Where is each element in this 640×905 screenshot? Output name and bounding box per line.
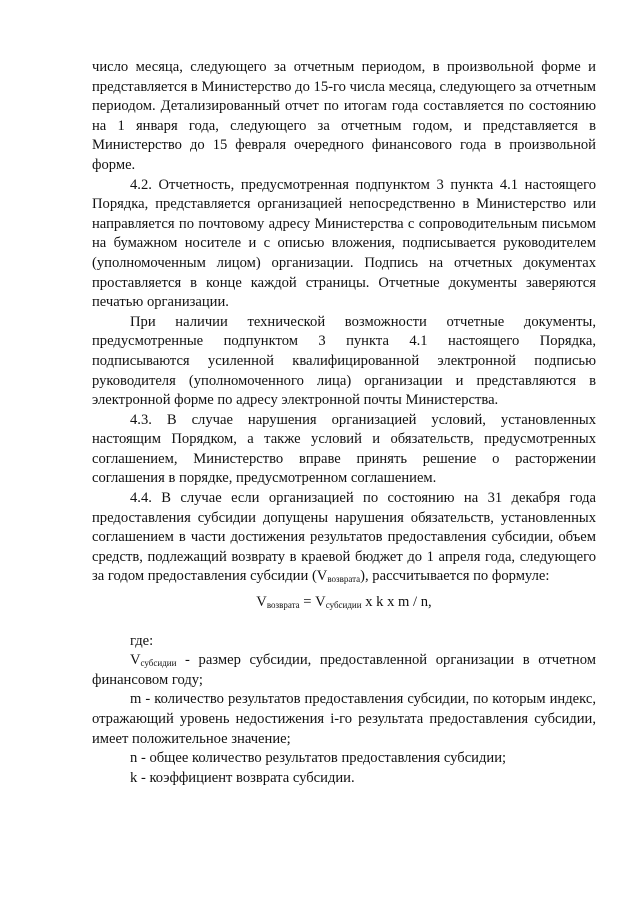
paragraph-4-4-subscript: возврата (327, 574, 361, 585)
definition-v-text: - размер субсидии, предоставленной организации в отчетном финансовом году; (92, 652, 596, 688)
paragraph-reporting-deadline: число месяца, следующего за отчетным периодом, в произвольной форме и представляется в Министерство до 15-го числа месяца, следующего за отчетным периодом. Детализированный отчет по итогам года составляется по состоянию на 1 января года, следующего за отчетным годом, и представляется в Министерство до 15 февраля очередного финансового года в произвольной форме. (92, 59, 596, 173)
formula-equals-v: = V (299, 594, 326, 611)
definition-m: m - количество результатов предоставления субсидии, по которым индекс, отражающий уровень недостижения i-го результата предоставления субсидии, имеет положительное значение; (92, 691, 596, 747)
formula-sub-subsidy: субсидии (325, 600, 362, 611)
paragraph-4-4 (92, 489, 596, 587)
definition-n: n - общее количество результатов предоставления субсидии; (130, 750, 507, 767)
document-page (92, 58, 596, 788)
return-formula (92, 593, 596, 613)
paragraph-4-4-text: 4.4. В случае если организацией по состоянию на 31 декабря года предоставления субсидии допущены нарушения обязательств, установленных соглашением в части достижения результатов предоставления субсидии, объем средств, подлежащий возврату в краевой бюджет до 1 апреля года, следующего за годом предоставления субсидии (V (92, 490, 596, 585)
formula-v-return: V (256, 594, 267, 611)
definition-v-subscript: субсидии (140, 658, 177, 669)
definitions-where: где: (130, 632, 154, 649)
definition-k: k - коэффициент возврата субсидии. (130, 769, 355, 786)
paragraph-4-3: 4.3. В случае нарушения организацией условий, установленных настоящим Порядком, а также условий и обязательств, предусмотренных соглашением, Министерство вправе принять решение о расторжении соглашения в порядке, предусмотренном соглашением. (92, 411, 596, 487)
formula-sub-return: возврата (266, 600, 300, 611)
formula-tail: x k x m / n, (361, 594, 432, 611)
paragraph-4-2: 4.2. Отчетность, предусмотренная подпунктом 3 пункта 4.1 настоящего Порядка, представляется организацией непосредственно в Министерство или направляется по почтовому адресу Министерства с сопроводительным письмом на бумажном носителе и с описью вложения, подписывается руководителем (уполномоченным лицом) организации. Подпись на отчетных документах проставляется в конце каждой страницы. Отчетные документы заверяются печатью организации. (92, 176, 596, 311)
definition-v-subsidy (92, 651, 596, 690)
spacer (92, 613, 596, 632)
paragraph-electronic-submission: При наличии технической возможности отчетные документы, предусмотренные подпунктом 3 пункта 4.1 настоящего Порядка, подписываются усиленной квалифицированной электронной подписью руководителя (уполномоченного лица) организации и представляются в электронной форме по адресу электронной почты Министерства. (92, 313, 596, 409)
definition-v: V (130, 652, 141, 669)
paragraph-4-4-end: ), рассчитывается по формуле: (360, 568, 550, 585)
